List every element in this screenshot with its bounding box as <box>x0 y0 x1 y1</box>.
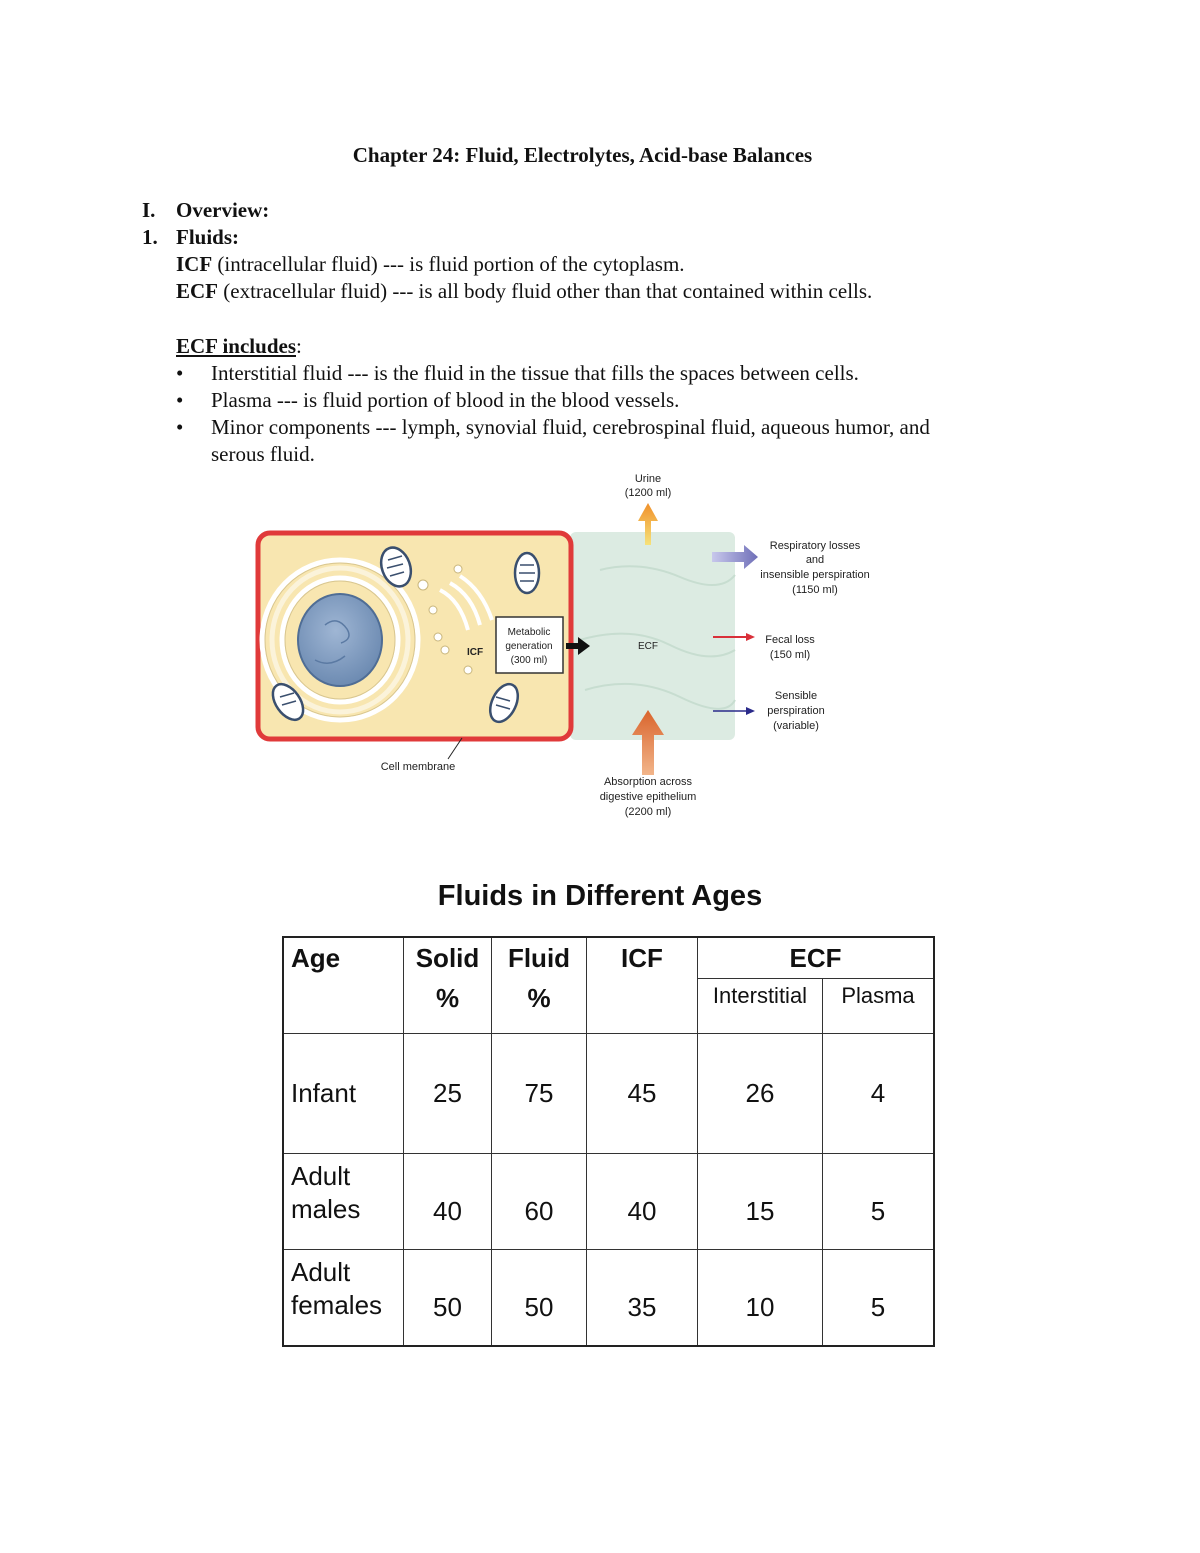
fecal-arrow <box>746 633 755 641</box>
cell-fluid <box>492 1034 587 1154</box>
icf-label: ICF <box>466 647 484 658</box>
header-age-text: Age <box>291 943 341 973</box>
fluids-table <box>282 936 935 1347</box>
interstitial-value: 26 <box>745 1078 775 1108</box>
bullet: • <box>176 361 184 385</box>
header-icf <box>587 937 698 1034</box>
list-item-text: Interstitial fluid --- is the fluid in the tissue that fills the spaces between cells. <box>211 361 859 385</box>
plasma-value: 5 <box>870 1291 886 1322</box>
table-row <box>283 1250 934 1346</box>
overview-label: Overview: <box>176 198 270 222</box>
ecf-includes-heading <box>176 333 302 360</box>
cell-icf <box>587 1250 698 1346</box>
header-solid-line-2: % <box>435 983 460 1013</box>
icf-value: 40 <box>627 1196 657 1226</box>
table-header-row <box>283 937 934 979</box>
icf-value: 45 <box>627 1078 657 1108</box>
ecf-text: (extracellular fluid) --- is all body fluid other than that contained within cells. <box>218 279 873 303</box>
urine-amount: (1200 ml) <box>624 487 672 499</box>
header-plasma-text: Plasma <box>841 983 915 1008</box>
solid-value: 25 <box>433 1078 462 1108</box>
ecf-label: ECF <box>638 641 658 652</box>
header-fluid-line-2: % <box>527 983 551 1013</box>
metabolic-line-1: Metabolic <box>507 627 551 638</box>
icf-definition <box>176 251 685 278</box>
metabolic-line-2: generation <box>505 641 553 652</box>
cell-age <box>283 1250 404 1346</box>
age-text: Infant <box>291 1078 357 1108</box>
fluid-value: 50 <box>524 1291 554 1322</box>
cell-solid <box>404 1034 492 1154</box>
fluids-label: Fluids: <box>176 225 240 249</box>
absorption-line-2: digestive epithelium <box>599 791 697 803</box>
cell-interstitial <box>698 1034 823 1154</box>
list-item-continuation: serous fluid. <box>211 442 315 466</box>
respiratory-line-4: (1150 ml) <box>792 584 838 596</box>
cell-plasma <box>823 1034 935 1154</box>
cell-plasma <box>823 1250 935 1346</box>
nucleus <box>298 594 382 686</box>
header-fluid-line-1: Fluid <box>507 943 571 973</box>
bullet: • <box>176 415 184 439</box>
solid-value: 40 <box>433 1196 462 1226</box>
ecf-includes-label: ECF includes <box>176 334 296 358</box>
bullet: • <box>176 388 184 412</box>
sensible-line-3: (variable) <box>773 720 819 732</box>
ecf-definition <box>176 278 872 305</box>
age-text-line-2: females <box>291 1290 383 1320</box>
icf-text: (intracellular fluid) --- is fluid portion of the cytoplasm. <box>212 252 685 276</box>
cell-membrane-label: Cell membrane <box>380 761 456 773</box>
header-solid <box>404 937 492 1034</box>
fluid-value: 75 <box>524 1078 554 1108</box>
list-item-text: Minor components --- lymph, synovial fluid, cerebrospinal fluid, aqueous humor, and <box>211 415 930 439</box>
overview-number: I. <box>142 198 156 222</box>
respiratory-line-1: Respiratory losses <box>769 540 861 552</box>
fluids-number: 1. <box>142 225 158 249</box>
icf-term: ICF <box>176 252 213 276</box>
cell-age <box>283 1034 404 1154</box>
icf-value: 35 <box>627 1291 657 1322</box>
cell-plasma <box>823 1154 935 1250</box>
metabolic-line-3: (300 ml) <box>510 655 548 666</box>
header-ecf <box>698 937 935 979</box>
respiratory-line-3: insensible perspiration <box>760 569 870 581</box>
cell-solid <box>404 1154 492 1250</box>
interstitial-value: 10 <box>745 1291 775 1322</box>
mitochondrion <box>515 553 539 593</box>
cell-icf <box>587 1154 698 1250</box>
table-row <box>283 1034 934 1154</box>
fluid-value: 60 <box>524 1196 554 1226</box>
sensible-line-1: Sensible <box>774 690 818 702</box>
fluid-balance-diagram <box>240 465 900 825</box>
cell-interstitial <box>698 1250 823 1346</box>
header-interstitial <box>698 979 823 1034</box>
age-text-line-1: Adult <box>291 1257 351 1287</box>
plasma-value: 4 <box>870 1078 886 1108</box>
ecf-includes-colon: : <box>296 334 302 358</box>
cell-interstitial <box>698 1154 823 1250</box>
sensible-arrow <box>746 707 755 715</box>
age-text-line-1: Adult <box>291 1161 351 1191</box>
page-title: Chapter 24: Fluid, Electrolytes, Acid-base Balances <box>352 143 813 167</box>
cell-fluid <box>492 1154 587 1250</box>
age-text-line-2: males <box>291 1194 361 1224</box>
fecal-label: Fecal loss <box>765 634 815 646</box>
absorption-line-1: Absorption across <box>603 776 693 788</box>
table-title: Fluids in Different Ages <box>437 880 763 912</box>
fecal-amount: (150 ml) <box>769 649 811 661</box>
header-icf-text: ICF <box>621 943 663 973</box>
interstitial-value: 15 <box>745 1196 775 1226</box>
table-row <box>283 1154 934 1250</box>
ecf-term: ECF <box>176 279 218 303</box>
respiratory-line-2: and <box>805 554 825 566</box>
absorption-line-3: (2200 ml) <box>624 806 672 818</box>
urine-label: Urine <box>634 473 662 485</box>
cell-fluid <box>492 1250 587 1346</box>
solid-value: 50 <box>433 1291 462 1322</box>
header-solid-line-1: Solid <box>415 943 480 973</box>
cell-age <box>283 1154 404 1250</box>
cell-solid <box>404 1250 492 1346</box>
header-plasma <box>823 979 935 1034</box>
header-ecf-text: ECF <box>789 943 842 973</box>
sensible-line-2: perspiration <box>767 705 825 717</box>
cell-icf <box>587 1034 698 1154</box>
header-fluid <box>492 937 587 1034</box>
plasma-value: 5 <box>870 1196 886 1226</box>
header-age <box>283 937 404 1034</box>
list-item-text: Plasma --- is fluid portion of blood in the blood vessels. <box>211 388 680 412</box>
header-interstitial-text: Interstitial <box>712 983 808 1008</box>
